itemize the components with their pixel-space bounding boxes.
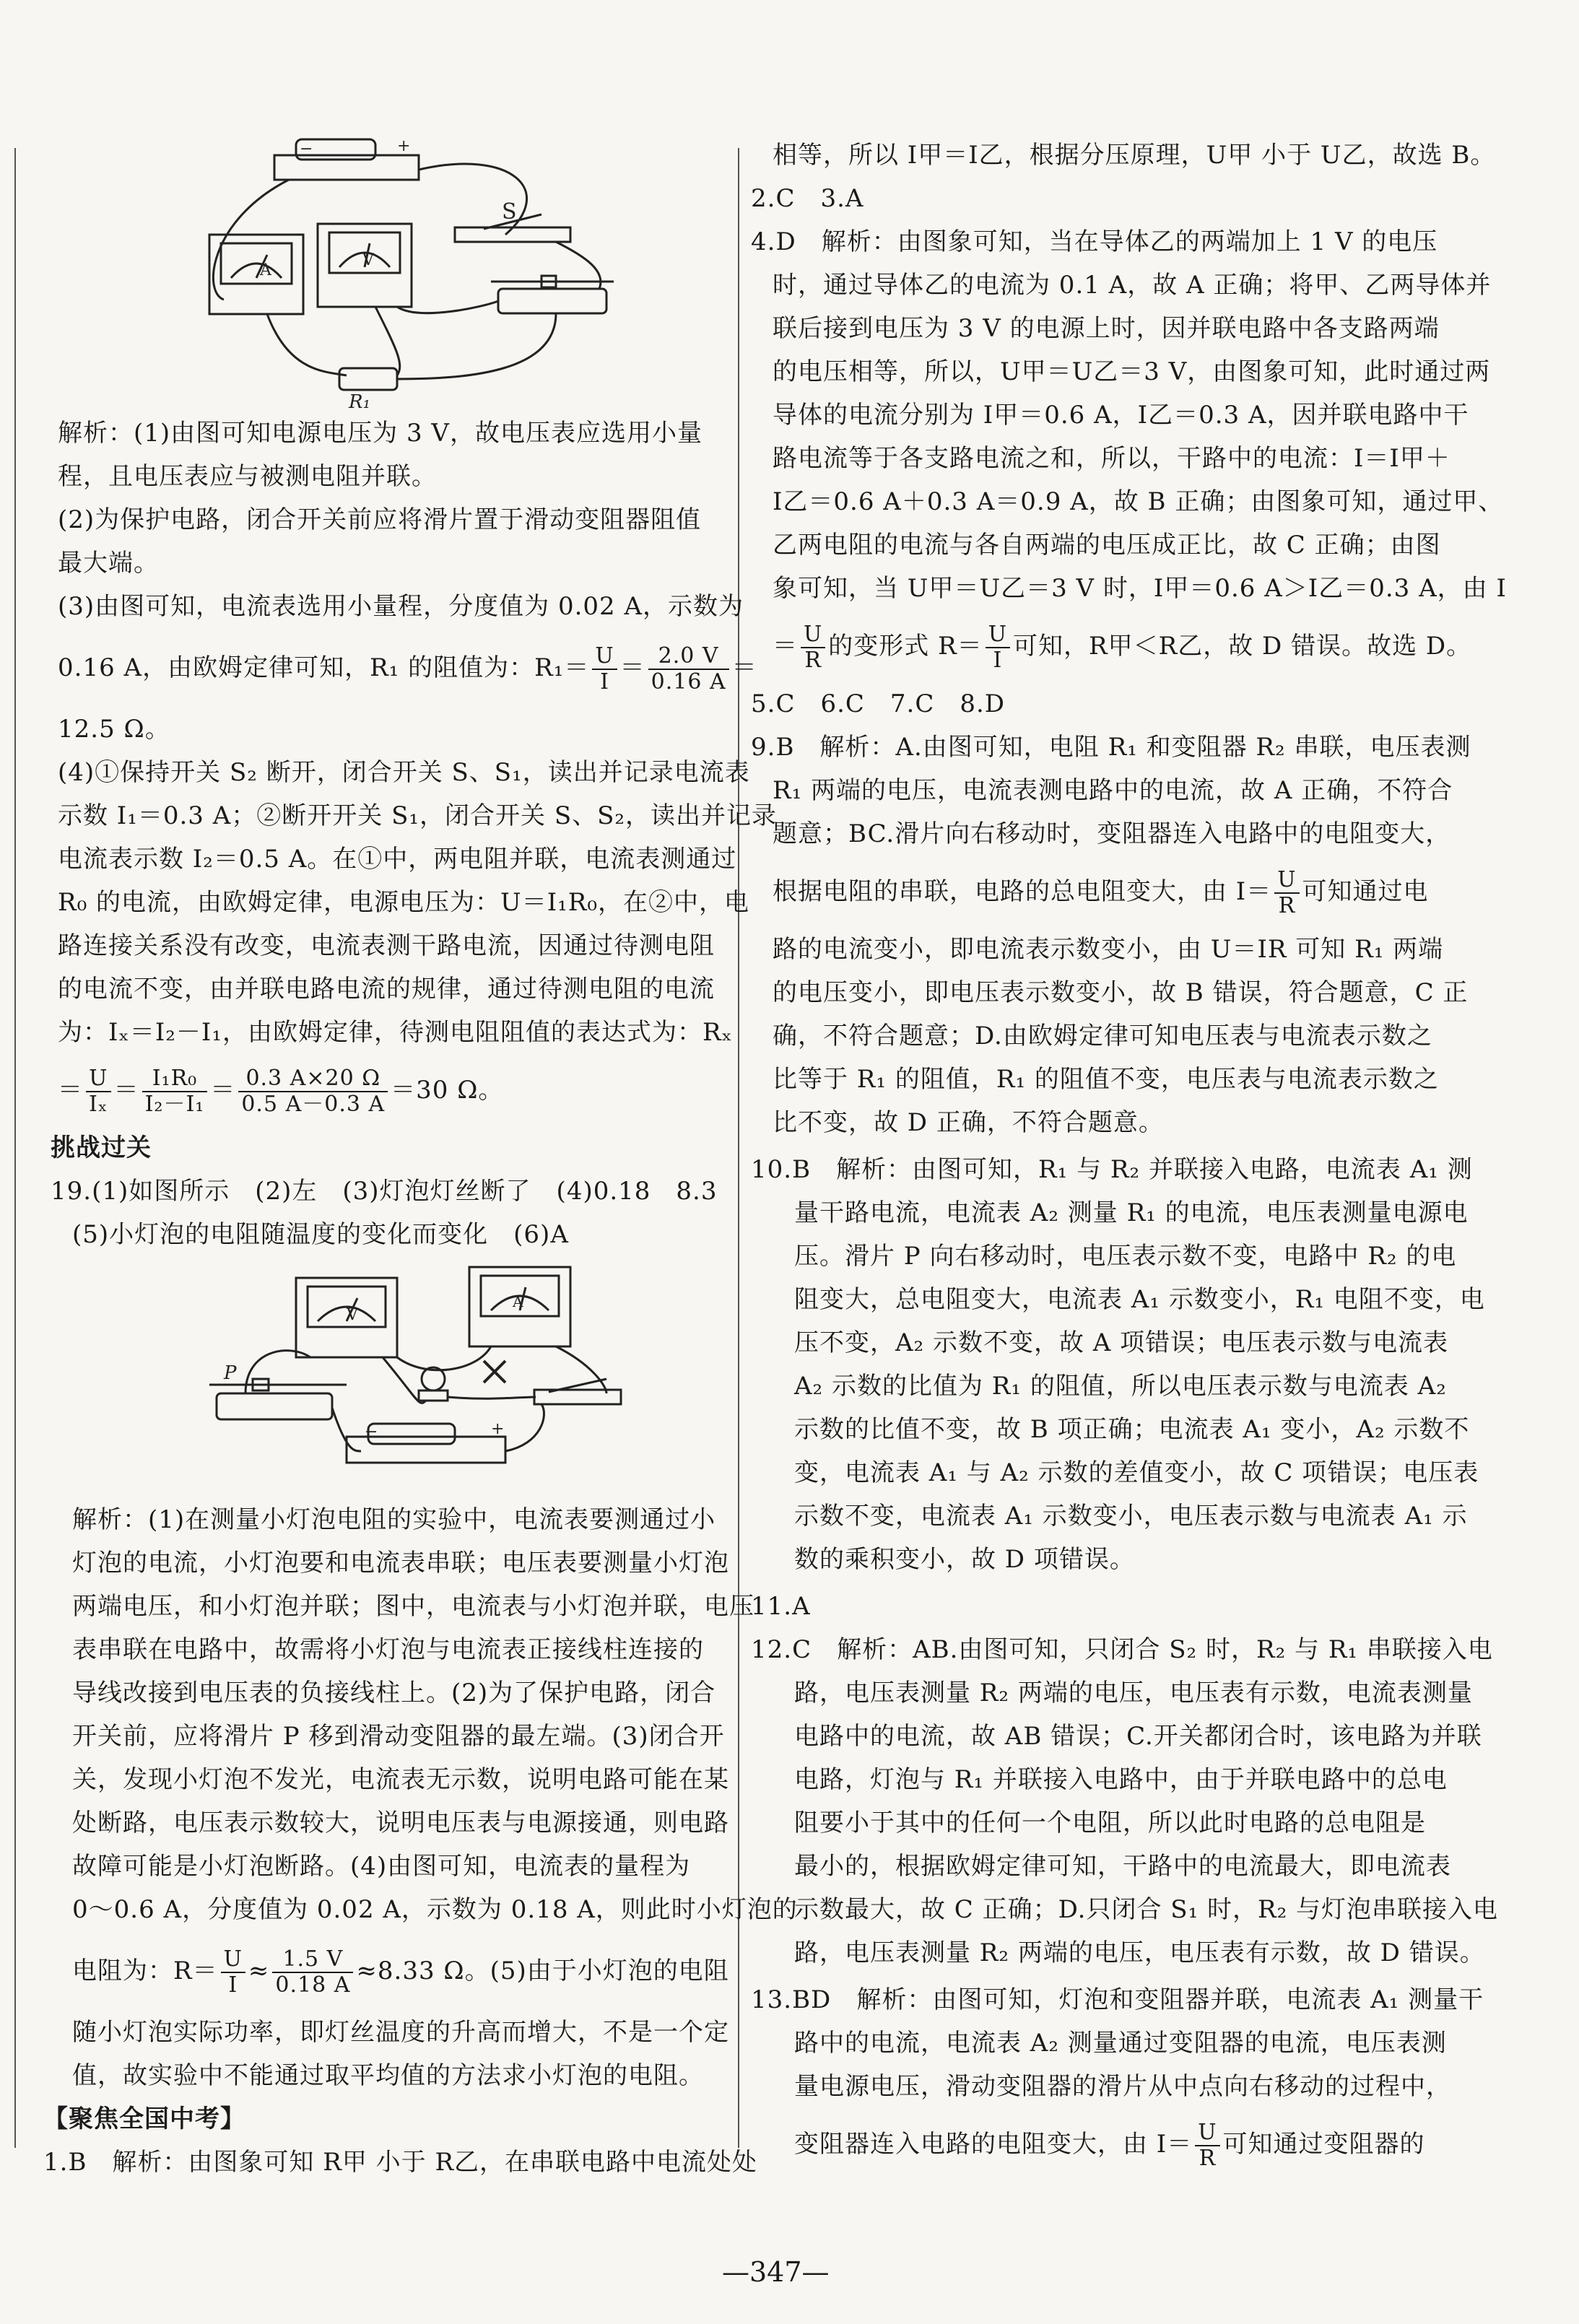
q19-explain-5: 导线改接到电压表的负接线柱上。(2)为了保护电路，闭合 bbox=[72, 1679, 716, 1707]
q11-answer: 11.A bbox=[751, 1592, 811, 1621]
left-line-11: 路连接关系没有改变，电流表测干路电流，因通过待测电阻 bbox=[58, 931, 715, 960]
q9-line-8: 比不变，故 D 正确，不符合题意。 bbox=[773, 1108, 1164, 1137]
left-line-12: 的电流不变，由并联电路电流的规律，通过待测电阻的电流 bbox=[58, 975, 715, 1004]
q19-explain-10: 0～0.6 A，分度值为 0.02 A，示数为 0.18 A，则此时小灯泡的 bbox=[72, 1895, 798, 1924]
left-line-4: 最大端。 bbox=[58, 549, 159, 578]
left-line-1: 解析：(1)由图可知电源电压为 3 V，故电压表应选用小量 bbox=[58, 419, 702, 448]
svg-text:−: − bbox=[365, 1423, 378, 1441]
q19-explain-8: 处断路，电压表示数较大，说明电压表与电源接通，则电路 bbox=[72, 1809, 729, 1837]
svg-text:−: − bbox=[300, 140, 313, 158]
left-line-7: (4)①保持开关 S₂ 断开，闭合开关 S、S₁，读出并记录电流表 bbox=[58, 758, 750, 787]
q19-explain-4: 表串联在电路中，故需将小灯泡与电流表正接线柱连接的 bbox=[72, 1635, 704, 1664]
q9-line-2: R₁ 两端的电压，电流表测电路中的电流，故 A 正确，不符合 bbox=[773, 776, 1453, 805]
q9-line-7: 比等于 R₁ 的阻值，R₁ 的阻值不变，电压表与电流表示数之 bbox=[773, 1065, 1439, 1094]
circuit-figure-2 bbox=[202, 1263, 635, 1487]
resistor-label-r1: R₁ bbox=[349, 391, 370, 408]
circuit-figure-1 bbox=[180, 134, 643, 408]
q19-resistance-line: 电阻为：R＝ $\frac{U}{I}$ ≈ $\frac{1.5 V}{0.18 A}$ ≈8.33 Ω。(5)由于小灯泡的电阻 bbox=[72, 1946, 729, 1998]
fraction-u-over-ix: $\frac{U}{\text{Iₓ}}$ bbox=[86, 1066, 111, 1117]
q19-explain-6: 开关前，应将滑片 P 移到滑动变阻器的最左端。(3)闭合开 bbox=[72, 1722, 725, 1751]
q1-line: 1.B 解析：由图象可知 R甲 小于 R乙，在串联电路中电流处处 bbox=[43, 2148, 758, 2177]
svg-text:V: V bbox=[362, 251, 374, 269]
column-divider bbox=[738, 148, 739, 2148]
svg-text:+: + bbox=[491, 1420, 505, 1438]
q9-line-4: 路的电流变小，即电流表示数变小，由 U＝IR 可知 R₁ 两端 bbox=[773, 935, 1444, 964]
fraction-15v-over-018a: $\frac{1.5 V}{0.18 A}$ bbox=[272, 1947, 353, 1998]
svg-text:V: V bbox=[347, 1306, 358, 1324]
left-line-2: 程，且电压表应与被测电阻并联。 bbox=[58, 462, 437, 491]
q19-explain-3: 两端电压，和小灯泡并联；图中，电流表与小灯泡并联，电压 bbox=[72, 1592, 754, 1621]
section-heading-challenge: 挑战过关 bbox=[51, 1133, 152, 1162]
svg-text:A: A bbox=[260, 261, 271, 279]
left-line-3: (2)为保护电路，闭合开关前应将滑片置于滑动变阻器阻值 bbox=[58, 505, 702, 534]
q9-line-6: 确，不符合题意；D.由欧姆定律可知电压表与电流表示数之 bbox=[773, 1022, 1432, 1050]
q19-explain-9: 故障可能是小灯泡断路。(4)由图可知，电流表的量程为 bbox=[72, 1852, 691, 1881]
r1-equation-line: 0.16 A，由欧姆定律可知，R₁ 的阻值为：R₁＝ $\frac{U}{I}$ ＝ $\frac{2.0 V}{0.16 A}$ ＝ bbox=[58, 643, 757, 695]
q10-line-10: 数的乘积变小，故 D 项错误。 bbox=[794, 1545, 1135, 1574]
r1-equation-text: 0.16 A，由欧姆定律可知，R₁ 的阻值为：R₁＝ bbox=[58, 653, 590, 682]
q10-line-7: 示数的比值不变，故 B 项正确；电流表 A₁ 变小，A₂ 示数不 bbox=[794, 1415, 1470, 1444]
right-line-7: 导体的电流分别为 I甲＝0.6 A，I乙＝0.3 A，因并联电路中干 bbox=[773, 401, 1469, 430]
q12-line-2: 路，电压表测量 R₂ 两端的电压，电压表有示数，电流表测量 bbox=[794, 1679, 1473, 1707]
left-line-10: R₀ 的电流，由欧姆定律，电源电压为：U＝I₁R₀，在②中，电 bbox=[58, 888, 749, 917]
left-line-8: 示数 I₁＝0.3 A；②断开开关 S₁，闭合开关 S、S₂，读出并记录 bbox=[58, 801, 778, 830]
fraction-i1r0: $\frac{\text{I₁R₀}}{\text{I₂－I₁}}$ bbox=[142, 1066, 208, 1117]
left-line-5: (3)由图可知，电流表选用小量程，分度值为 0.02 A，示数为 bbox=[58, 592, 744, 621]
q19-tail-2: 值，故实验中不能通过取平均值的方法求小灯泡的电阻。 bbox=[72, 2061, 704, 2090]
left-line-9: 电流表示数 I₂＝0.5 A。在①中，两电阻并联，电流表测通过 bbox=[58, 845, 737, 874]
svg-text:+: + bbox=[397, 137, 411, 155]
q10-line-8: 变，电流表 A₁ 与 A₂ 示数的差值变小，故 C 项错误；电压表 bbox=[794, 1458, 1479, 1487]
switch-label-s: S bbox=[502, 199, 517, 225]
right-line-11: 象可知，当 U甲＝U乙＝3 V 时，I甲＝0.6 A＞I乙＝0.3 A，由 I bbox=[773, 574, 1507, 603]
right-line-5: 联后接到电压为 3 V 的电源上时，因并联电路中各支路两端 bbox=[773, 314, 1440, 343]
q13-line-1: 13.BD 解析：由图可知，灯泡和变阻器并联，电流表 A₁ 测量干 bbox=[751, 1985, 1484, 2014]
q13-line-3: 量电源电压，滑动变阻器的滑片从中点向右移动的过程中， bbox=[794, 2072, 1451, 2101]
left-line-6: 12.5 Ω。 bbox=[58, 715, 170, 744]
q19-explain-1: 解析：(1)在测量小灯泡电阻的实验中，电流表要测通过小 bbox=[72, 1505, 716, 1534]
q19-tail-1: 随小灯泡实际功率，即灯丝温度的升高而增大，不是一个定 bbox=[72, 2018, 729, 2047]
q19-explain-2: 灯泡的电流，小灯泡要和电流表串联；电压表要测量小灯泡 bbox=[72, 1549, 729, 1577]
fraction-2v-over-016a: $\frac{2.0 V}{0.16 A}$ bbox=[648, 644, 729, 695]
svg-text:A: A bbox=[513, 1293, 523, 1310]
fraction-u-over-i-2: $\frac{U}{I}$ bbox=[221, 1947, 245, 1998]
q19-answer-line-2: (5)小灯泡的电阻随温度的变化而变化 (6)A bbox=[72, 1220, 569, 1249]
q10-line-4: 阻变大，总电阻变大，电流表 A₁ 示数变小，R₁ 电阻不变，电 bbox=[794, 1285, 1485, 1314]
q12-line-1: 12.C 解析：AB.由图可知，只闭合 S₂ 时，R₂ 与 R₁ 串联接入电 bbox=[751, 1635, 1493, 1664]
fraction-u-over-r-q4: $\frac{U}{R}$ bbox=[801, 622, 825, 673]
right-line-8: 路电流等于各支路电流之和，所以，干路中的电流：I＝I甲＋ bbox=[773, 444, 1450, 473]
slider-label-p: P bbox=[224, 1362, 237, 1384]
q12-line-4: 电路，灯泡与 R₁ 并联接入电路中，由于并联电路中的总电 bbox=[794, 1765, 1448, 1794]
q12-line-8: 路，电压表测量 R₂ 两端的电压，电压表有示数，故 D 错误。 bbox=[794, 1938, 1485, 1967]
q5-8-answers: 5.C 6.C 7.C 8.D bbox=[751, 689, 1006, 718]
q9-mid-line: 根据电阻的串联，电路的总电阻变大，由 I＝ $\frac{U}{R}$ 可知通过电 bbox=[773, 867, 1429, 918]
q19-answer-line-1: 19.(1)如图所示 (2)左 (3)灯泡灯丝断了 (4)0.18 8.3 bbox=[51, 1177, 718, 1206]
q10-line-1: 10.B 解析：由图可知，R₁ 与 R₂ 并联接入电路，电流表 A₁ 测 bbox=[751, 1155, 1473, 1184]
q9-line-5: 的电压变小，即电压表示数变小，故 B 错误，符合题意，C 正 bbox=[773, 978, 1469, 1007]
q10-line-2: 量干路电流，电流表 A₂ 测量 R₁ 的电流，电压表测量电源电 bbox=[794, 1198, 1469, 1227]
q4-end-line: ＝ $\frac{U}{R}$ 的变形式 R＝ $\frac{U}{I}$ 可知，R甲＜R乙，故 D 错误。故选 D。 bbox=[773, 622, 1472, 673]
fraction-u-over-r-q9: $\frac{U}{R}$ bbox=[1274, 868, 1299, 918]
q9-line-1: 9.B 解析：A.由图可知，电阻 R₁ 和变阻器 R₂ 串联，电压表测 bbox=[751, 733, 1471, 762]
rx-equation-line: ＝ $\frac{U}{\text{Iₓ}}$ ＝ $\frac{\text{I₁R₀}}{\text{I₂－I₁}}$ ＝ $\frac{0.3 A\times 20 \Omega}{0.5 A-0.3 A}$ ＝30 Ω。 bbox=[58, 1066, 504, 1117]
left-margin-rule bbox=[14, 148, 16, 2148]
q10-line-9: 示数不变，电流表 A₁ 示数变小，电压表示数与电流表 A₁ 示 bbox=[794, 1502, 1468, 1531]
q10-line-6: A₂ 示数的比值为 R₁ 的阻值，所以电压表示数与电流表 A₂ bbox=[794, 1372, 1447, 1401]
q10-line-3: 压。滑片 P 向右移动时，电压表示数不变，电路中 R₂ 的电 bbox=[794, 1242, 1457, 1271]
fraction-u-over-i: $\frac{U}{I}$ bbox=[592, 644, 617, 695]
q19-explain-7: 关，发现小灯泡不发光，电流表无示数，说明电路可能在某 bbox=[72, 1765, 729, 1794]
q12-line-6: 最小的，根据欧姆定律可知，干路中的电流最大，即电流表 bbox=[794, 1852, 1451, 1881]
q13-line-2: 路中的电流，电流表 A₂ 测量通过变阻器的电流，电压表测 bbox=[794, 2029, 1447, 2058]
right-line-2: 2.C 3.A bbox=[751, 184, 864, 213]
fraction-numeric: $\frac{0.3 A\times 20 \Omega}{0.5 A-0.3 A}$ bbox=[238, 1066, 388, 1117]
q12-line-5: 阻要小于其中的任何一个电阻，所以此时电路的总电阻是 bbox=[794, 1809, 1426, 1837]
right-line-1: 相等，所以 I甲＝I乙，根据分压原理，U甲 小于 U乙，故选 B。 bbox=[773, 141, 1496, 170]
q10-line-5: 压不变，A₂ 示数不变，故 A 项错误；电压表示数与电流表 bbox=[794, 1328, 1449, 1357]
right-line-6: 的电压相等，所以，U甲＝U乙＝3 V，由图象可知，此时通过两 bbox=[773, 357, 1491, 386]
q13-end-line: 变阻器连入电路的电阻变大，由 I＝ $\frac{U}{R}$ 可知通过变阻器的 bbox=[794, 2120, 1425, 2171]
page-number: —347— bbox=[722, 2256, 830, 2288]
right-line-4: 时，通过导体乙的电流为 0.1 A，故 A 正确；将甲、乙两导体并 bbox=[773, 271, 1492, 300]
right-line-3: 4.D 解析：由图象可知，当在导体乙的两端加上 1 V 的电压 bbox=[751, 227, 1438, 256]
fraction-u-over-r-q13: $\frac{U}{R}$ bbox=[1195, 2120, 1219, 2171]
q12-line-3: 电路中的电流，故 AB 错误；C.开关都闭合时，该电路为并联 bbox=[794, 1722, 1482, 1751]
q12-line-7: 示数最大，故 C 正确；D.只闭合 S₁ 时，R₂ 与灯泡串联接入电 bbox=[794, 1895, 1499, 1924]
right-line-9: I乙＝0.6 A＋0.3 A＝0.9 A，故 B 正确；由图象可知，通过甲、 bbox=[773, 487, 1504, 516]
right-line-10: 乙两电阻的电流与各自两端的电压成正比，故 C 正确；由图 bbox=[773, 531, 1441, 560]
q9-line-3: 题意；BC.滑片向右移动时，变阻器连入电路中的电阻变大， bbox=[773, 819, 1451, 848]
section-heading-national: 【聚焦全国中考】 bbox=[43, 2105, 245, 2133]
fraction-u-over-i-q4: $\frac{U}{I}$ bbox=[986, 622, 1010, 673]
left-line-13: 为：Iₓ＝I₂－I₁，由欧姆定律，待测电阻阻值的表达式为：Rₓ bbox=[58, 1018, 733, 1047]
